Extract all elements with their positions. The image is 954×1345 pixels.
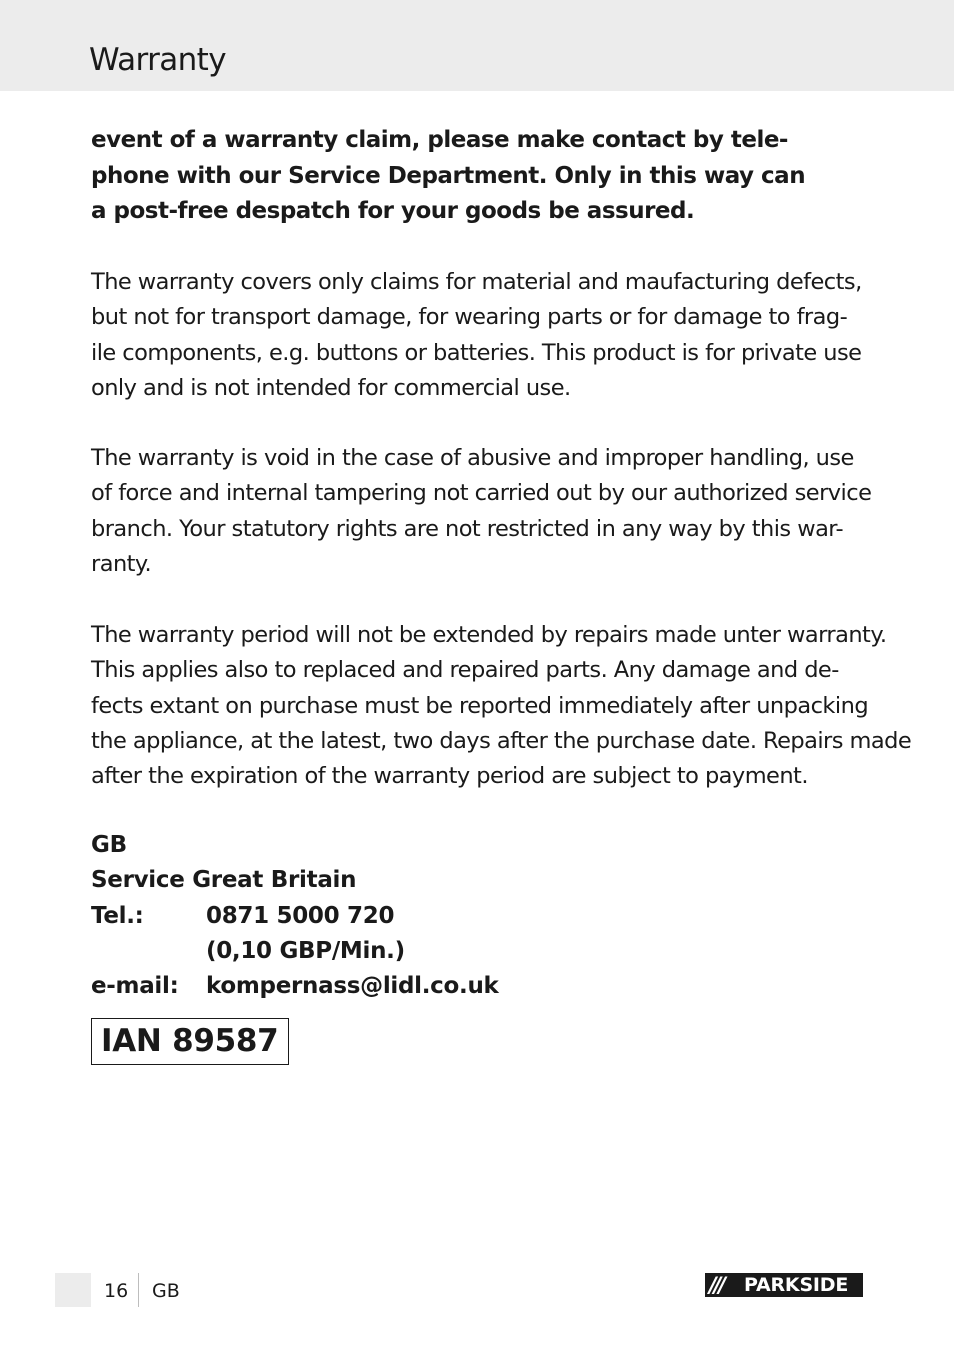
text-line: The warranty covers only claims for material and maufacturing defects, [91,269,862,295]
tel-rate-spacer [91,934,206,969]
page-number: 16 [104,1280,129,1302]
page-language: GB [152,1280,180,1302]
tel-rate: (0,10 GBP/Min.) [206,937,405,964]
logo-stripes-icon: /// [709,1273,724,1297]
parkside-logo [705,1273,863,1297]
paragraph-void [91,441,871,582]
email-link[interactable]: kompernass@lidl.co.uk [206,973,499,1000]
text-line: the appliance, at the latest, two days after the purchase date. Repairs made [91,727,912,754]
text-line: fects extant on purchase must be reported immediately after unpacking [91,692,869,719]
lead-line: phone with our Service Department. Only in this way can [91,162,806,189]
service-name: Service Great Britain [91,867,357,894]
page-title: Warranty [89,42,226,78]
footer-divider [138,1273,139,1307]
paragraph-period [91,618,911,794]
text-line: ile components, e.g. buttons or batteries. This product is for private use [91,339,862,366]
text-line: ranty. [91,550,152,577]
tel-label: Tel.: [91,902,144,929]
email-label: e-mail: [91,973,179,1000]
text-line: after the expiration of the warranty period are subject to payment. [91,763,808,790]
footer-square [55,1273,91,1307]
service-country: GB [91,832,127,858]
text-line: The warranty is void in the case of abusive and improper handling, use [91,445,854,471]
text-line: The warranty period will not be extended by repairs made unter warranty. [91,622,887,648]
ian-box: IAN 89587 [91,1018,289,1065]
logo-text: PARKSIDE [744,1274,849,1296]
text-line: This applies also to replaced and repaired parts. Any damage and de- [91,657,839,684]
text-line: of force and internal tampering not carried out by our authorized service [91,480,872,507]
lead-line: a post-free despatch for your goods be assured. [91,198,695,224]
service-contact [91,828,499,1004]
text-line: but not for transport damage, for wearing parts or for damage to frag- [91,304,848,331]
lead-paragraph [91,123,871,230]
tel-number[interactable]: 0871 5000 720 [206,902,395,929]
paragraph-coverage [91,265,862,406]
text-line: only and is not intended for commercial use. [91,374,571,401]
lead-line: event of a warranty claim, please make contact by tele- [91,127,788,153]
text-line: branch. Your statutory rights are not restricted in any way by this war- [91,515,844,542]
